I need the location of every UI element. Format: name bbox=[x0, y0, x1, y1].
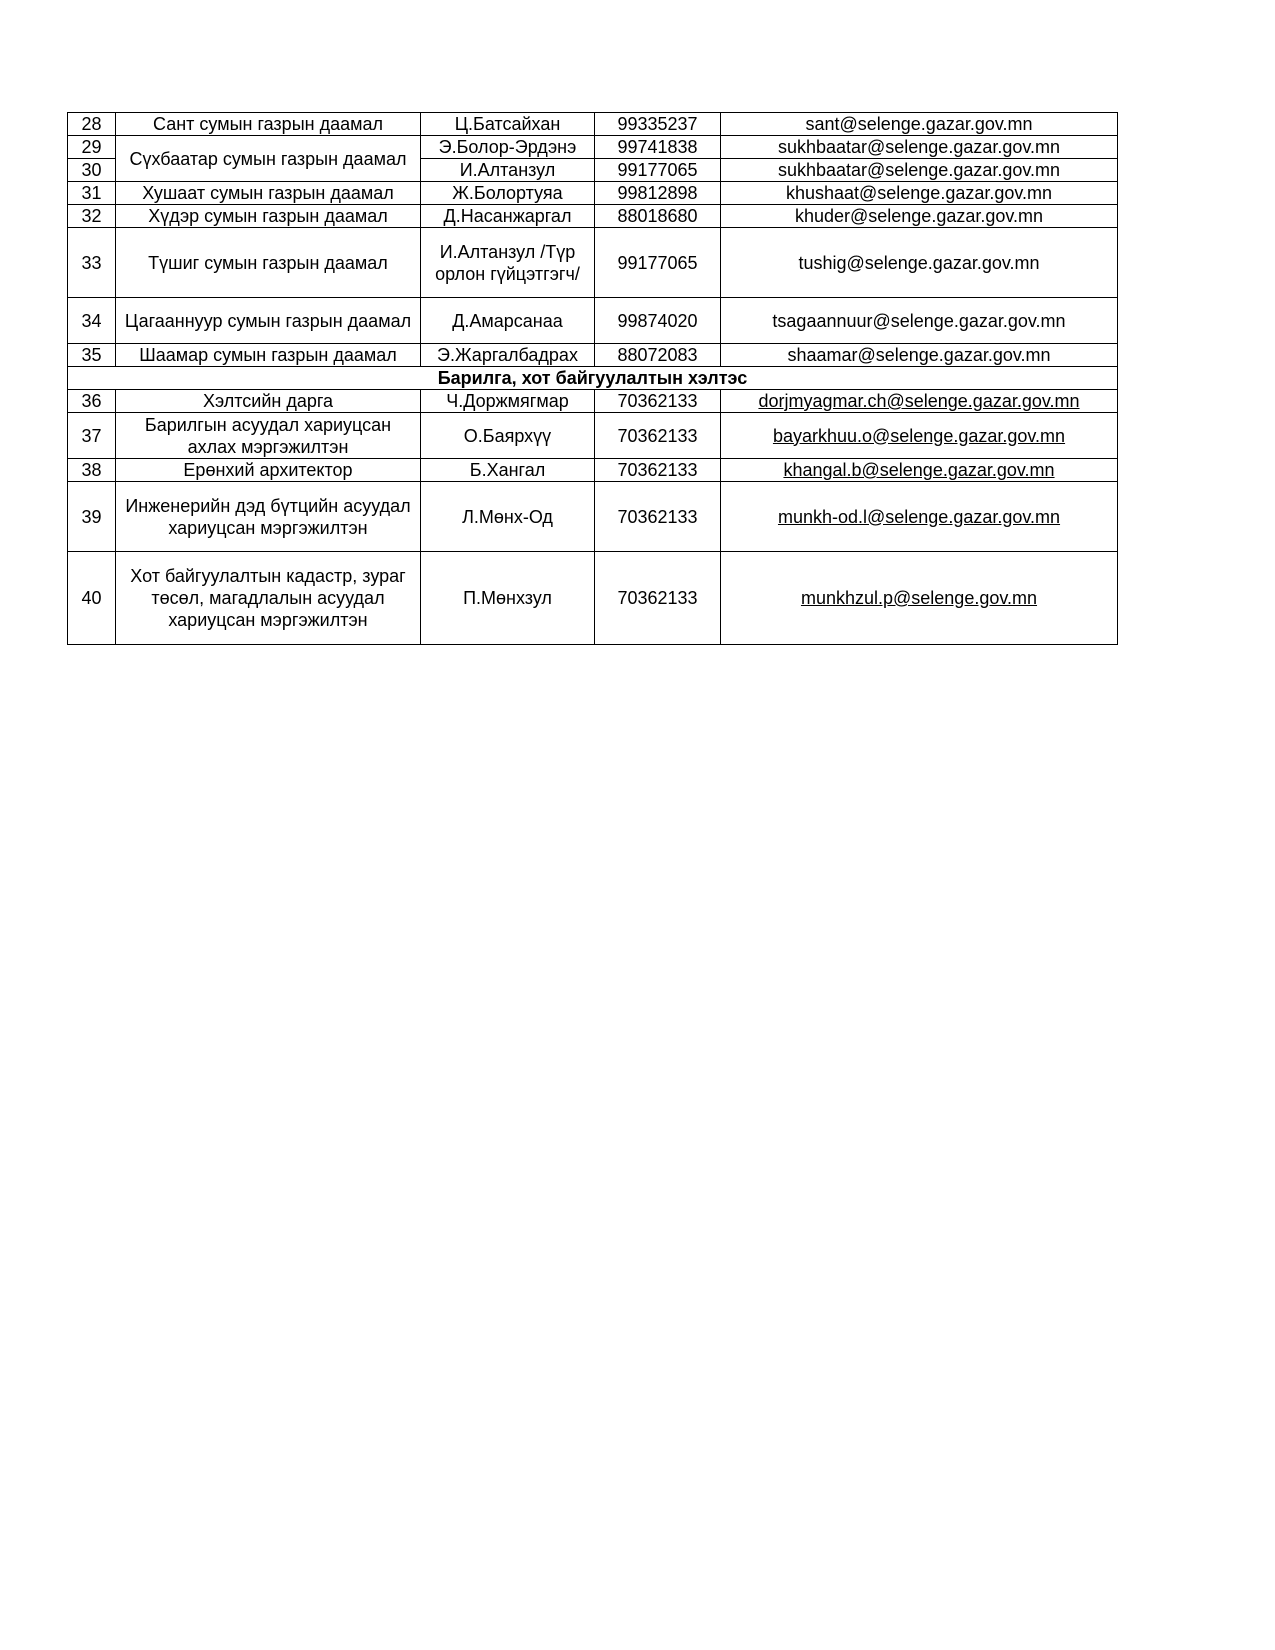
row-number: 30 bbox=[68, 159, 116, 182]
phone-cell: 99177065 bbox=[595, 159, 721, 182]
phone-cell: 88018680 bbox=[595, 205, 721, 228]
phone-cell: 70362133 bbox=[595, 390, 721, 413]
email-cell bbox=[721, 182, 1118, 205]
row-number: 28 bbox=[68, 113, 116, 136]
table-row bbox=[68, 390, 1118, 413]
name-cell: Э.Болор-Эрдэнэ bbox=[421, 136, 595, 159]
position-cell: Сүхбаатар сумын газрын даамал bbox=[116, 136, 421, 182]
email-cell bbox=[721, 136, 1118, 159]
row-number: 29 bbox=[68, 136, 116, 159]
row-number: 38 bbox=[68, 459, 116, 482]
email-cell bbox=[721, 390, 1118, 413]
position-cell: Инженерийн дэд бүтцийн асуудал хариуцсан мэргэжилтэн bbox=[116, 482, 421, 552]
email-link[interactable]: munkhzul.p@selenge.gov.mn bbox=[800, 588, 1038, 608]
phone-cell: 70362133 bbox=[595, 459, 721, 482]
name-cell: И.Алтанзул /Түр орлон гүйцэтгэгч/ bbox=[421, 228, 595, 298]
table-row bbox=[68, 182, 1118, 205]
email-link[interactable]: bayarkhuu.o@selenge.gazar.gov.mn bbox=[772, 425, 1066, 446]
name-cell: П.Мөнхзул bbox=[421, 552, 595, 645]
name-cell: Д.Насанжаргал bbox=[421, 205, 595, 228]
row-number: 35 bbox=[68, 344, 116, 367]
section-title: Барилга, хот байгуулалтын хэлтэс bbox=[68, 367, 1118, 390]
email-link[interactable]: dorjmyagmar.ch@selenge.gazar.gov.mn bbox=[758, 391, 1080, 411]
phone-cell: 99335237 bbox=[595, 113, 721, 136]
position-cell: Хушаат сумын газрын даамал bbox=[116, 182, 421, 205]
phone-cell: 70362133 bbox=[595, 413, 721, 459]
position-cell: Хүдэр сумын газрын даамал bbox=[116, 205, 421, 228]
table-row bbox=[68, 552, 1118, 645]
email-cell bbox=[721, 413, 1118, 459]
table-row bbox=[68, 413, 1118, 459]
phone-cell: 70362133 bbox=[595, 552, 721, 645]
email-cell bbox=[721, 344, 1118, 367]
name-cell: И.Алтанзул bbox=[421, 159, 595, 182]
phone-cell: 70362133 bbox=[595, 482, 721, 552]
row-number: 39 bbox=[68, 482, 116, 552]
table-row bbox=[68, 344, 1118, 367]
phone-cell: 99177065 bbox=[595, 228, 721, 298]
email-text: sukhbaatar@selenge.gazar.gov.mn bbox=[777, 160, 1061, 180]
email-text: tsagaannuur@selenge.gazar.gov.mn bbox=[772, 310, 1066, 331]
row-number: 36 bbox=[68, 390, 116, 413]
position-cell: Хэлтсийн дарга bbox=[116, 390, 421, 413]
phone-cell: 99741838 bbox=[595, 136, 721, 159]
row-number: 34 bbox=[68, 298, 116, 344]
position-cell: Барилгын асуудал хариуцсан ахлах мэргэжилтэн bbox=[116, 413, 421, 459]
contacts-table bbox=[67, 112, 1118, 645]
email-link[interactable]: munkh-od.l@selenge.gazar.gov.mn bbox=[777, 506, 1061, 527]
table-row bbox=[68, 136, 1118, 159]
position-cell: Хот байгуулалтын кадастр, зураг төсөл, магадлалын асуудал хариуцсан мэргэжилтэн bbox=[116, 552, 421, 645]
row-number: 37 bbox=[68, 413, 116, 459]
position-cell: Шаамар сумын газрын даамал bbox=[116, 344, 421, 367]
email-cell bbox=[721, 228, 1118, 298]
table-row bbox=[68, 113, 1118, 136]
email-cell bbox=[721, 159, 1118, 182]
row-number: 33 bbox=[68, 228, 116, 298]
position-cell: Ерөнхий архитектор bbox=[116, 459, 421, 482]
table-row bbox=[68, 459, 1118, 482]
row-number: 40 bbox=[68, 552, 116, 645]
email-link[interactable]: khangal.b@selenge.gazar.gov.mn bbox=[783, 460, 1055, 480]
email-cell bbox=[721, 113, 1118, 136]
email-text: shaamar@selenge.gazar.gov.mn bbox=[787, 345, 1051, 365]
name-cell: Б.Хангал bbox=[421, 459, 595, 482]
email-cell bbox=[721, 552, 1118, 645]
row-number: 32 bbox=[68, 205, 116, 228]
table-row bbox=[68, 228, 1118, 298]
phone-cell: 99812898 bbox=[595, 182, 721, 205]
email-text: sant@selenge.gazar.gov.mn bbox=[805, 114, 1033, 134]
email-cell bbox=[721, 298, 1118, 344]
name-cell: Ц.Батсайхан bbox=[421, 113, 595, 136]
table-row bbox=[68, 482, 1118, 552]
name-cell: Д.Амарсанаа bbox=[421, 298, 595, 344]
table-row bbox=[68, 298, 1118, 344]
name-cell: Э.Жаргалбадрах bbox=[421, 344, 595, 367]
email-cell bbox=[721, 482, 1118, 552]
email-cell bbox=[721, 459, 1118, 482]
name-cell: Ж.Болортуяа bbox=[421, 182, 595, 205]
email-text: tushig@selenge.gazar.gov.mn bbox=[798, 252, 1040, 273]
position-cell: Цагааннуур сумын газрын даамал bbox=[116, 298, 421, 344]
table-row bbox=[68, 205, 1118, 228]
phone-cell: 88072083 bbox=[595, 344, 721, 367]
phone-cell: 99874020 bbox=[595, 298, 721, 344]
email-text: sukhbaatar@selenge.gazar.gov.mn bbox=[777, 137, 1061, 157]
email-text: khushaat@selenge.gazar.gov.mn bbox=[785, 183, 1053, 203]
name-cell: О.Баярхүү bbox=[421, 413, 595, 459]
position-cell: Сант сумын газрын даамал bbox=[116, 113, 421, 136]
email-cell bbox=[721, 205, 1118, 228]
name-cell: Ч.Доржмягмар bbox=[421, 390, 595, 413]
position-cell: Түшиг сумын газрын даамал bbox=[116, 228, 421, 298]
section-header-row bbox=[68, 367, 1118, 390]
name-cell: Л.Мөнх-Од bbox=[421, 482, 595, 552]
email-text: khuder@selenge.gazar.gov.mn bbox=[794, 206, 1044, 226]
row-number: 31 bbox=[68, 182, 116, 205]
